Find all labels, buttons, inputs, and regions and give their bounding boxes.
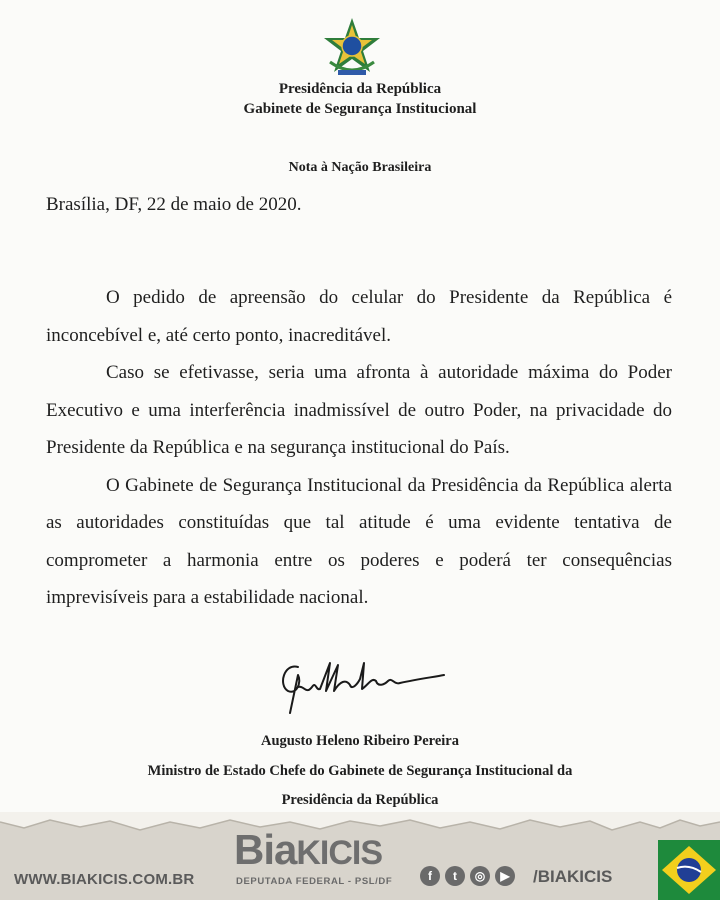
brand-tagline: DEPUTADA FEDERAL - PSL/DF [236, 876, 393, 887]
brand-name-big: Bia [234, 826, 297, 873]
brand-logo [234, 826, 382, 874]
org-line-2: Gabinete de Segurança Institucional [243, 101, 477, 117]
website-link[interactable]: WWW.BIAKICIS.COM.BR [14, 871, 195, 888]
paragraph: O pedido de apreensão do celular do Presidente da República é inconcebível e, até certo ponto, inacreditável. [46, 287, 672, 346]
signer-role-line-1: Ministro de Estado Chefe do Gabinete de Segurança Institucional da [147, 763, 573, 779]
youtube-icon[interactable]: ▶ [495, 866, 515, 886]
brazil-flag-icon [658, 840, 720, 900]
org-line-1: Presidência da República [278, 81, 442, 97]
social-handle[interactable]: /BIAKICIS [533, 867, 613, 886]
social-links [420, 866, 515, 886]
twitter-icon[interactable]: t [445, 866, 465, 886]
signer-name: Augusto Heleno Ribeiro Pereira [260, 733, 459, 749]
document-body [46, 279, 672, 617]
paragraph: Caso se efetivasse, seria uma afronta à autoridade máxima do Poder Executivo e uma interferência inadmissível de outro Poder, na privacidade do Presidente da República e na segurança institucional do País. [46, 362, 672, 458]
paragraph: O Gabinete de Segurança Institucional da Presidência da República alerta as autoridades constituídas que tal atitude é uma evidente tentativa de comprometer a harmonia entre os poderes e poderá ter consequências imprevisíveis para a estabilidade nacional. [46, 474, 672, 608]
coat-of-arms-icon [320, 16, 384, 80]
facebook-icon[interactable]: f [420, 866, 440, 886]
dateline: Brasília, DF, 22 de maio de 2020. [46, 194, 302, 215]
handwritten-signature [268, 655, 448, 717]
instagram-icon[interactable]: ◎ [470, 866, 490, 886]
signer-role-line-2: Presidência da República [281, 792, 439, 808]
document-title: Nota à Nação Brasileira [288, 160, 432, 175]
brand-name-small: KICIS [296, 834, 383, 872]
